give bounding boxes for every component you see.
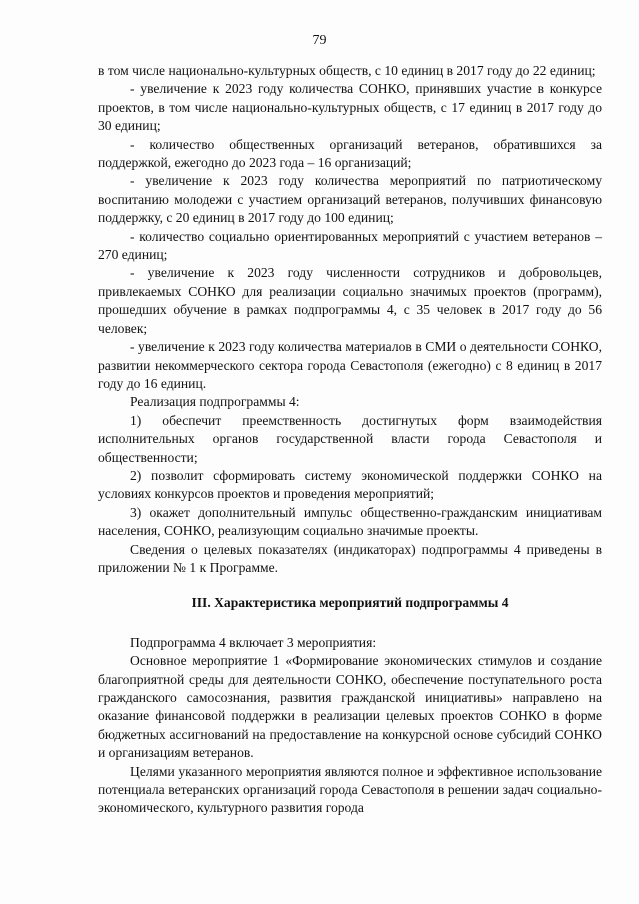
paragraph-p13: Подпрограмма 4 включает 3 мероприятия: <box>130 634 377 650</box>
document-body <box>98 62 602 818</box>
paragraph-p6: - увеличение к 2023 году численности сотрудников и добровольцев, привлекаемых СОНКО для реализации социально значимых проектов (программ), прошедших обучение в рамках подпрограммы 4, с 35 человек в 2017 году до 56 человек; <box>98 265 602 336</box>
section-heading: III. Характеристика мероприятий подпрограммы 4 <box>191 595 509 611</box>
paragraphs-top <box>98 62 602 577</box>
paragraph-p12: Сведения о целевых показателях (индикаторах) подпрограммы 4 приведены в приложении № 1 к Программе. <box>98 541 602 575</box>
paragraphs-bottom <box>98 634 602 818</box>
paragraph-p11: 3) окажет дополнительный импульс общественно-гражданским инициативам населения, СОНКО, реализующим социально значимые проекты. <box>98 504 602 539</box>
paragraph-p10: 2) позволит сформировать систему экономической поддержки СОНКО на условиях конкурсов проектов и проведения мероприятий; <box>98 467 602 502</box>
paragraph-p7: - увеличение к 2023 году количества материалов в СМИ о деятельности СОНКО, развитии некоммерческого сектора города Севастополя (ежегодно) с 8 единиц в 2017 году до 16 единиц. <box>98 339 602 391</box>
paragraph-p1: в том числе национально-культурных обществ, с 10 единиц в 2017 году до 22 единиц; <box>98 63 596 78</box>
paragraph-p15: Целями указанного мероприятия являются полное и эффективное использование потенциала ветеранских организаций города Севастополя в решении задач социально-экономического, культурного развития города <box>98 763 602 816</box>
paragraph-p4: - увеличение к 2023 году количества мероприятий по патриотическому воспитанию молодежи с участием организаций ветеранов, получивших финансовую поддержку, с 20 единиц в 2017 году до 100 единиц; <box>98 173 602 226</box>
paragraph-p5: - количество социально ориентированных мероприятий с участием ветеранов – 270 единиц; <box>98 228 602 263</box>
paragraph-p3: - количество общественных организаций ветеранов, обратившихся за поддержкой, ежегодно до 2023 года – 16 организаций; <box>98 136 602 171</box>
paragraph-p2: - увеличение к 2023 году количества СОНКО, принявших участие в конкурсе проектов, в том числе национально-культурных обществ, с 17 единиц в 2017 году до 30 единиц; <box>98 81 602 134</box>
page-number: 79 <box>312 33 327 48</box>
paragraph-p14: Основное мероприятие 1 «Формирование экономических стимулов и создание благоприятной среды для деятельности СОНКО, обеспечение поступательного роста гражданского самосознания, развития гражданской инициативы» направлено на оказание финансовой поддержки в реализации целевых проектов СОНКО в форме бюджетных ассигнований на предоставление на конкурсной основе субсидий СОНКО и организациям ветеранов. <box>98 653 602 761</box>
paragraph-p8: Реализация подпрограммы 4: <box>130 394 300 410</box>
paragraph-p9: 1) обеспечит преемственность достигнутых форм взаимодействия исполнительных органов государственной власти города Севастополя и общественности; <box>98 412 602 465</box>
